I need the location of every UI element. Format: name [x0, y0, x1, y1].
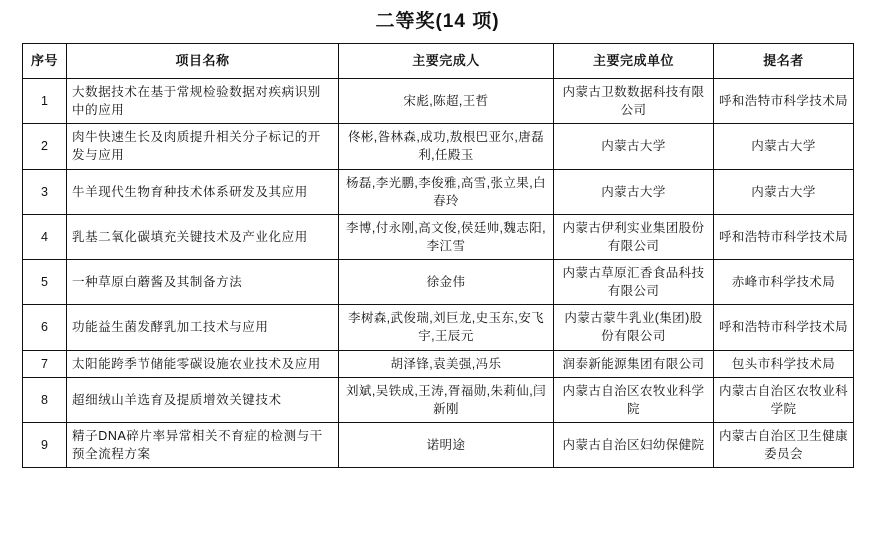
cell-contributors: 诺明途: [339, 422, 554, 467]
cell-project-name: 功能益生菌发酵乳加工技术与应用: [67, 305, 339, 350]
cell-project-name: 乳基二氧化碳填充关键技术及产业化应用: [67, 214, 339, 259]
cell-contributors: 杨磊,李光鹏,李俊雅,高雪,张立果,白春玲: [339, 169, 554, 214]
cell-nominator: 内蒙古大学: [714, 169, 854, 214]
cell-contributors: 刘斌,吴铁成,王涛,胥福勋,朱莉仙,闫新刚: [339, 377, 554, 422]
cell-no: 5: [23, 260, 67, 305]
cell-organization: 内蒙古伊利实业集团股份有限公司: [554, 214, 714, 259]
cell-project-name: 肉牛快速生长及肉质提升相关分子标记的开发与应用: [67, 124, 339, 169]
cell-project-name: 大数据技术在基于常规检验数据对疾病识别中的应用: [67, 79, 339, 124]
table-row: [23, 350, 854, 377]
cell-nominator: 赤峰市科学技术局: [714, 260, 854, 305]
cell-organization: 内蒙古大学: [554, 124, 714, 169]
table-body: [23, 79, 854, 468]
column-header-main-organization: 主要完成单位: [554, 44, 714, 79]
award-table: [22, 43, 854, 468]
cell-organization: 内蒙古蒙牛乳业(集团)股份有限公司: [554, 305, 714, 350]
column-header-nominator: 提名者: [714, 44, 854, 79]
cell-no: 3: [23, 169, 67, 214]
column-header-no: 序号: [23, 44, 67, 79]
table-row: [23, 260, 854, 305]
table-row: [23, 79, 854, 124]
cell-contributors: 胡泽锋,袁美强,冯乐: [339, 350, 554, 377]
cell-no: 7: [23, 350, 67, 377]
cell-nominator: 内蒙古自治区卫生健康委员会: [714, 422, 854, 467]
table-header: [23, 44, 854, 79]
cell-contributors: 李博,付永刚,高文俊,侯廷帅,魏志阳,李江雪: [339, 214, 554, 259]
table-row: [23, 305, 854, 350]
cell-contributors: 李树森,武俊瑞,刘巨龙,史玉东,安飞宇,王辰元: [339, 305, 554, 350]
cell-contributors: 佟彬,昝林森,成功,敖根巴亚尔,唐磊利,任殿玉: [339, 124, 554, 169]
cell-organization: 润泰新能源集团有限公司: [554, 350, 714, 377]
cell-nominator: 包头市科学技术局: [714, 350, 854, 377]
cell-nominator: 呼和浩特市科学技术局: [714, 305, 854, 350]
column-header-project-name: 项目名称: [67, 44, 339, 79]
cell-no: 9: [23, 422, 67, 467]
table-row: [23, 214, 854, 259]
table-row: [23, 169, 854, 214]
cell-no: 8: [23, 377, 67, 422]
cell-contributors: 徐金伟: [339, 260, 554, 305]
cell-no: 1: [23, 79, 67, 124]
cell-nominator: 内蒙古自治区农牧业科学院: [714, 377, 854, 422]
cell-no: 2: [23, 124, 67, 169]
table-row: [23, 377, 854, 422]
cell-project-name: 一种草原白蘑酱及其制备方法: [67, 260, 339, 305]
cell-nominator: 呼和浩特市科学技术局: [714, 79, 854, 124]
table-header-row: [23, 44, 854, 79]
award-table-container: [0, 43, 875, 468]
cell-no: 6: [23, 305, 67, 350]
column-header-main-contributors: 主要完成人: [339, 44, 554, 79]
cell-project-name: 精子DNA碎片率异常相关不育症的检测与干预全流程方案: [67, 422, 339, 467]
cell-organization: 内蒙古卫数数据科技有限公司: [554, 79, 714, 124]
cell-project-name: 牛羊现代生物育种技术体系研发及其应用: [67, 169, 339, 214]
cell-organization: 内蒙古草原汇香食品科技有限公司: [554, 260, 714, 305]
table-row: [23, 422, 854, 467]
cell-no: 4: [23, 214, 67, 259]
cell-contributors: 宋彪,陈超,王哲: [339, 79, 554, 124]
page-title: 二等奖(14 项): [375, 11, 500, 32]
cell-organization: 内蒙古自治区农牧业科学院: [554, 377, 714, 422]
cell-nominator: 呼和浩特市科学技术局: [714, 214, 854, 259]
cell-nominator: 内蒙古大学: [714, 124, 854, 169]
table-row: [23, 124, 854, 169]
cell-organization: 内蒙古大学: [554, 169, 714, 214]
cell-organization: 内蒙古自治区妇幼保健院: [554, 422, 714, 467]
cell-project-name: 超细绒山羊选育及提质增效关键技术: [67, 377, 339, 422]
cell-project-name: 太阳能跨季节储能零碳设施农业技术及应用: [67, 350, 339, 377]
